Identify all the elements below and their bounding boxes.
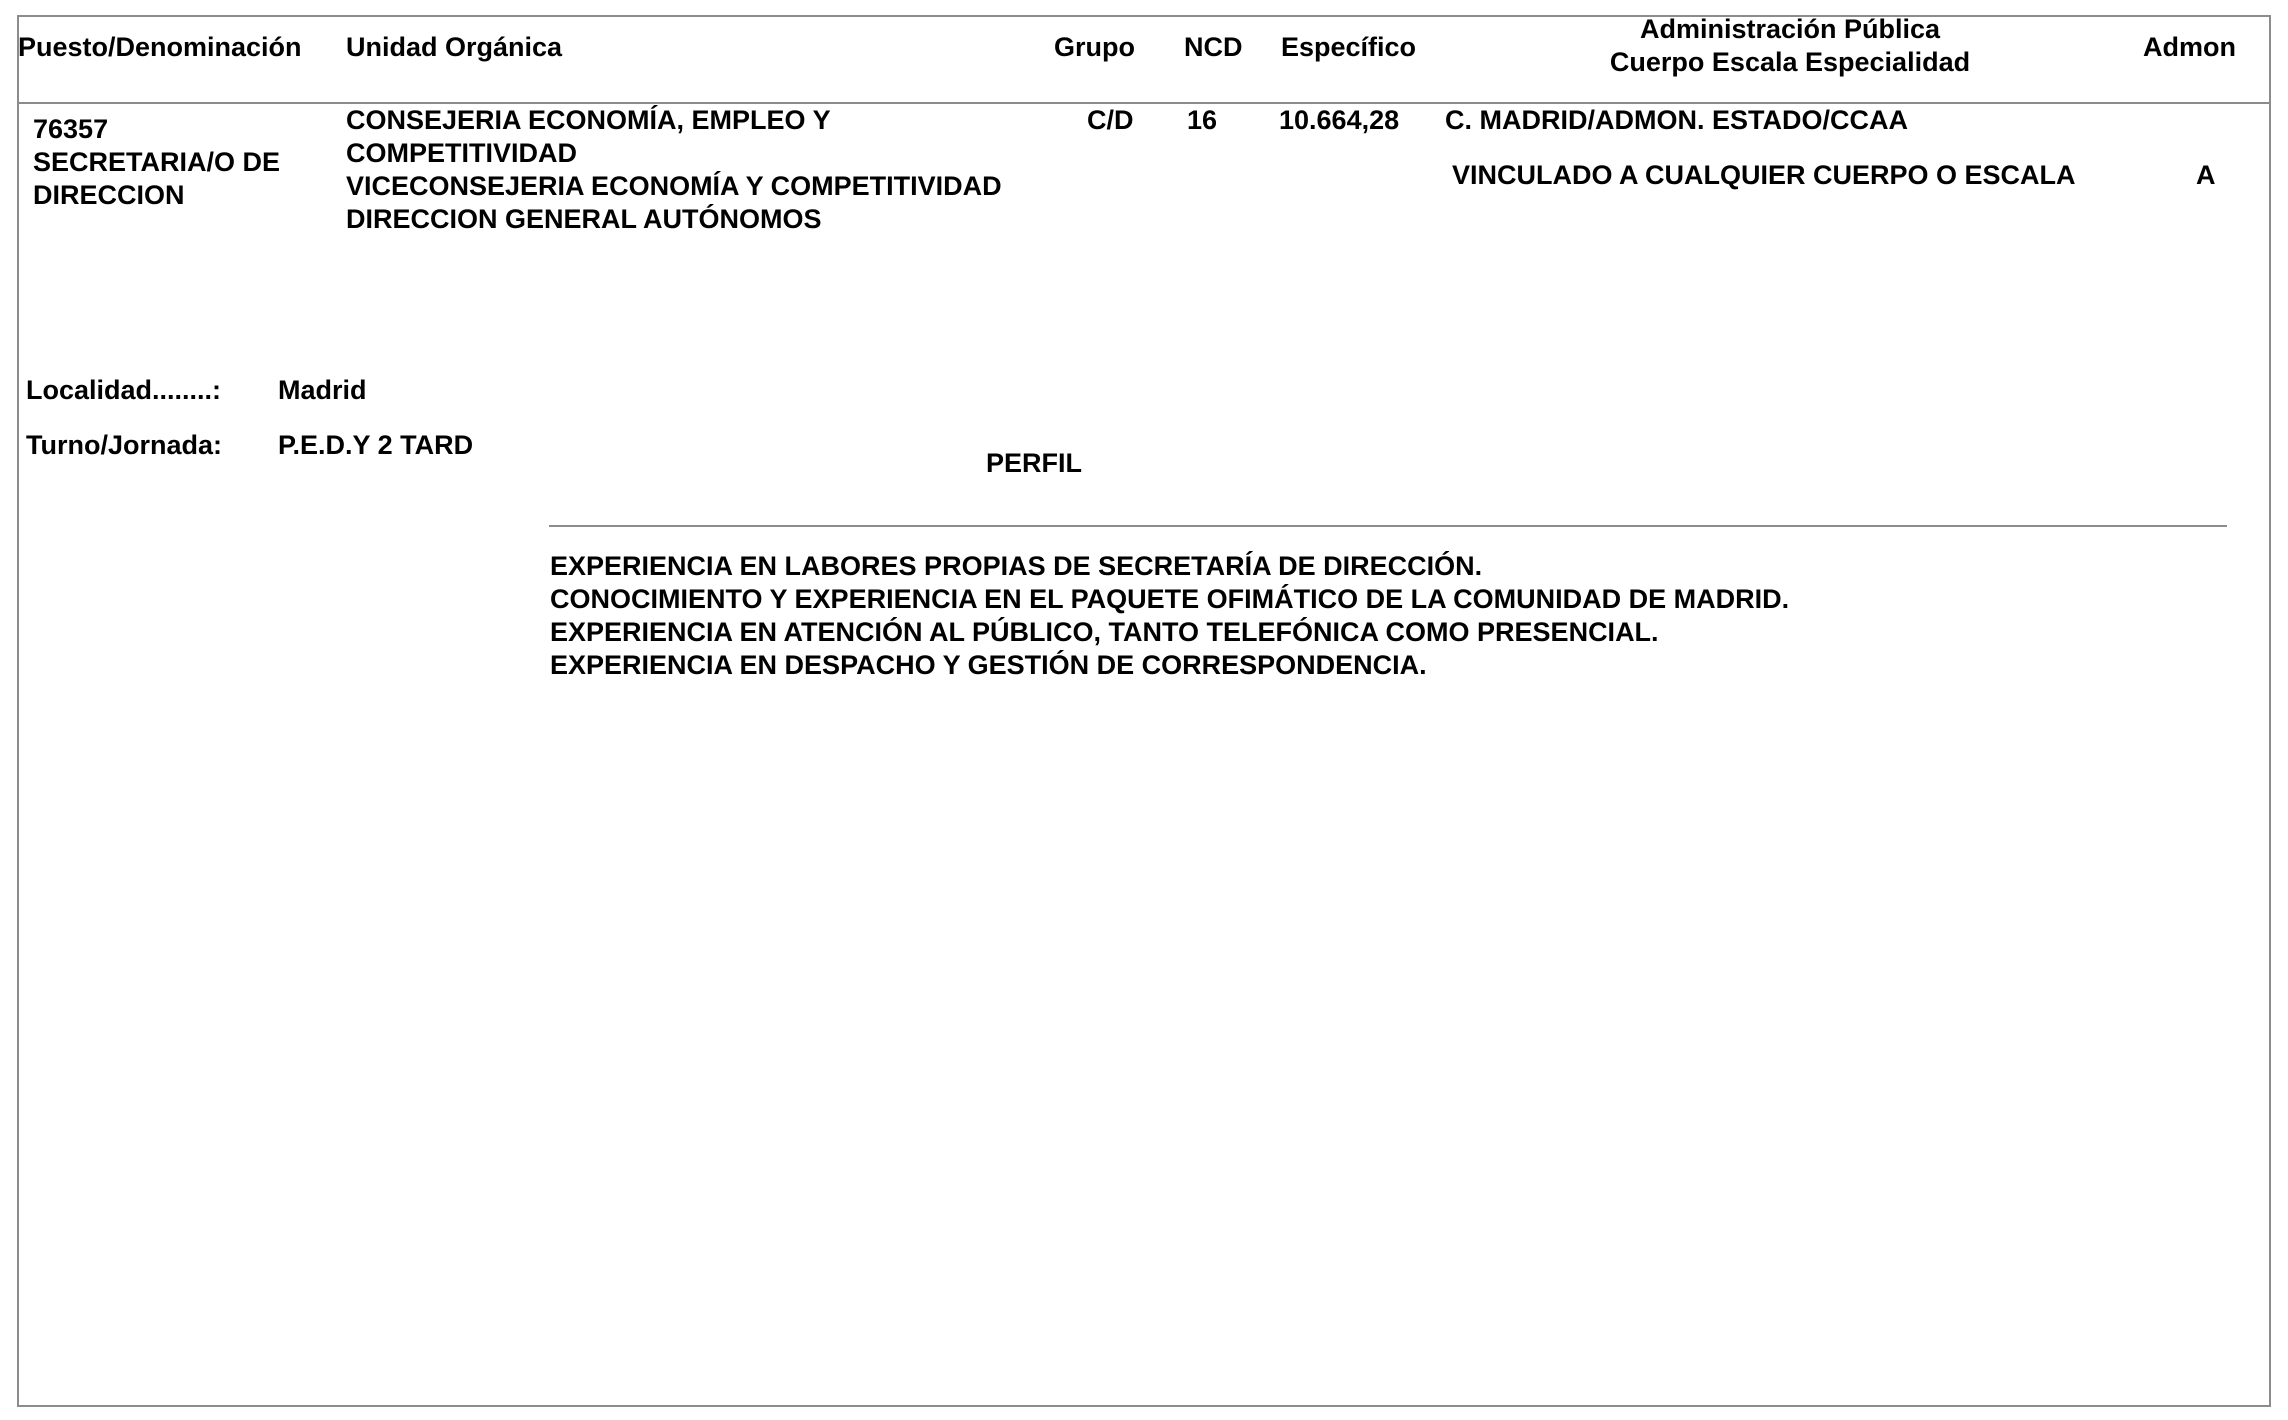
row-unidad	[346, 104, 1002, 236]
header-admon: Admon	[2143, 32, 2236, 62]
header-administracion	[1560, 13, 2020, 79]
perfil-line: EXPERIENCIA EN ATENCIÓN AL PÚBLICO, TANTO TELEFÓNICA COMO PRESENCIAL.	[550, 617, 1659, 647]
row-cuerpo: VINCULADO A CUALQUIER CUERPO O ESCALA	[1452, 160, 2076, 190]
localidad-label: Localidad........:	[26, 375, 222, 405]
row-especifico: 10.664,28	[1279, 105, 1400, 135]
header-ncd: NCD	[1184, 32, 1243, 62]
header-admin-line1: Administración Pública	[1639, 14, 1941, 44]
perfil-line: EXPERIENCIA EN LABORES PROPIAS DE SECRETARÍA DE DIRECCIÓN.	[550, 551, 1483, 581]
localidad-value: Madrid	[278, 375, 367, 405]
perfil-line: CONOCIMIENTO Y EXPERIENCIA EN EL PAQUETE OFIMÁTICO DE LA COMUNIDAD DE MADRID.	[550, 584, 1790, 614]
row-puesto	[33, 113, 280, 212]
unidad-line1: CONSEJERIA ECONOMÍA, EMPLEO Y	[346, 105, 831, 135]
header-admin-line2: Cuerpo Escala Especialidad	[1609, 47, 1971, 77]
perfil-text	[550, 550, 1789, 682]
perfil-line: EXPERIENCIA EN DESPACHO Y GESTIÓN DE CORRESPONDENCIA.	[550, 650, 1427, 680]
header-puesto: Puesto/Denominación	[18, 32, 302, 62]
perfil-title: PERFIL	[986, 448, 1083, 478]
row-administracion: C. MADRID/ADMON. ESTADO/CCAA	[1445, 105, 1908, 135]
puesto-name-line1: SECRETARIA/O DE	[33, 147, 281, 177]
turno-label: Turno/Jornada:	[26, 430, 223, 460]
turno-value: P.E.D.Y 2 TARD	[278, 430, 474, 460]
perfil-divider	[549, 525, 2227, 527]
header-especifico: Específico	[1281, 32, 1417, 62]
header-grupo: Grupo	[1054, 32, 1135, 62]
unidad-line4: DIRECCION GENERAL AUTÓNOMOS	[346, 204, 822, 234]
header-unidad: Unidad Orgánica	[346, 32, 563, 62]
puesto-code: 76357	[33, 114, 109, 144]
row-grupo: C/D	[1087, 105, 1134, 135]
unidad-line2: COMPETITIVIDAD	[346, 138, 578, 168]
unidad-line3: VICECONSEJERIA ECONOMÍA Y COMPETITIVIDAD	[346, 171, 1002, 201]
puesto-name-line2: DIRECCION	[33, 180, 185, 210]
row-ncd: 16	[1187, 105, 1218, 135]
row-admon: A	[2196, 160, 2216, 190]
